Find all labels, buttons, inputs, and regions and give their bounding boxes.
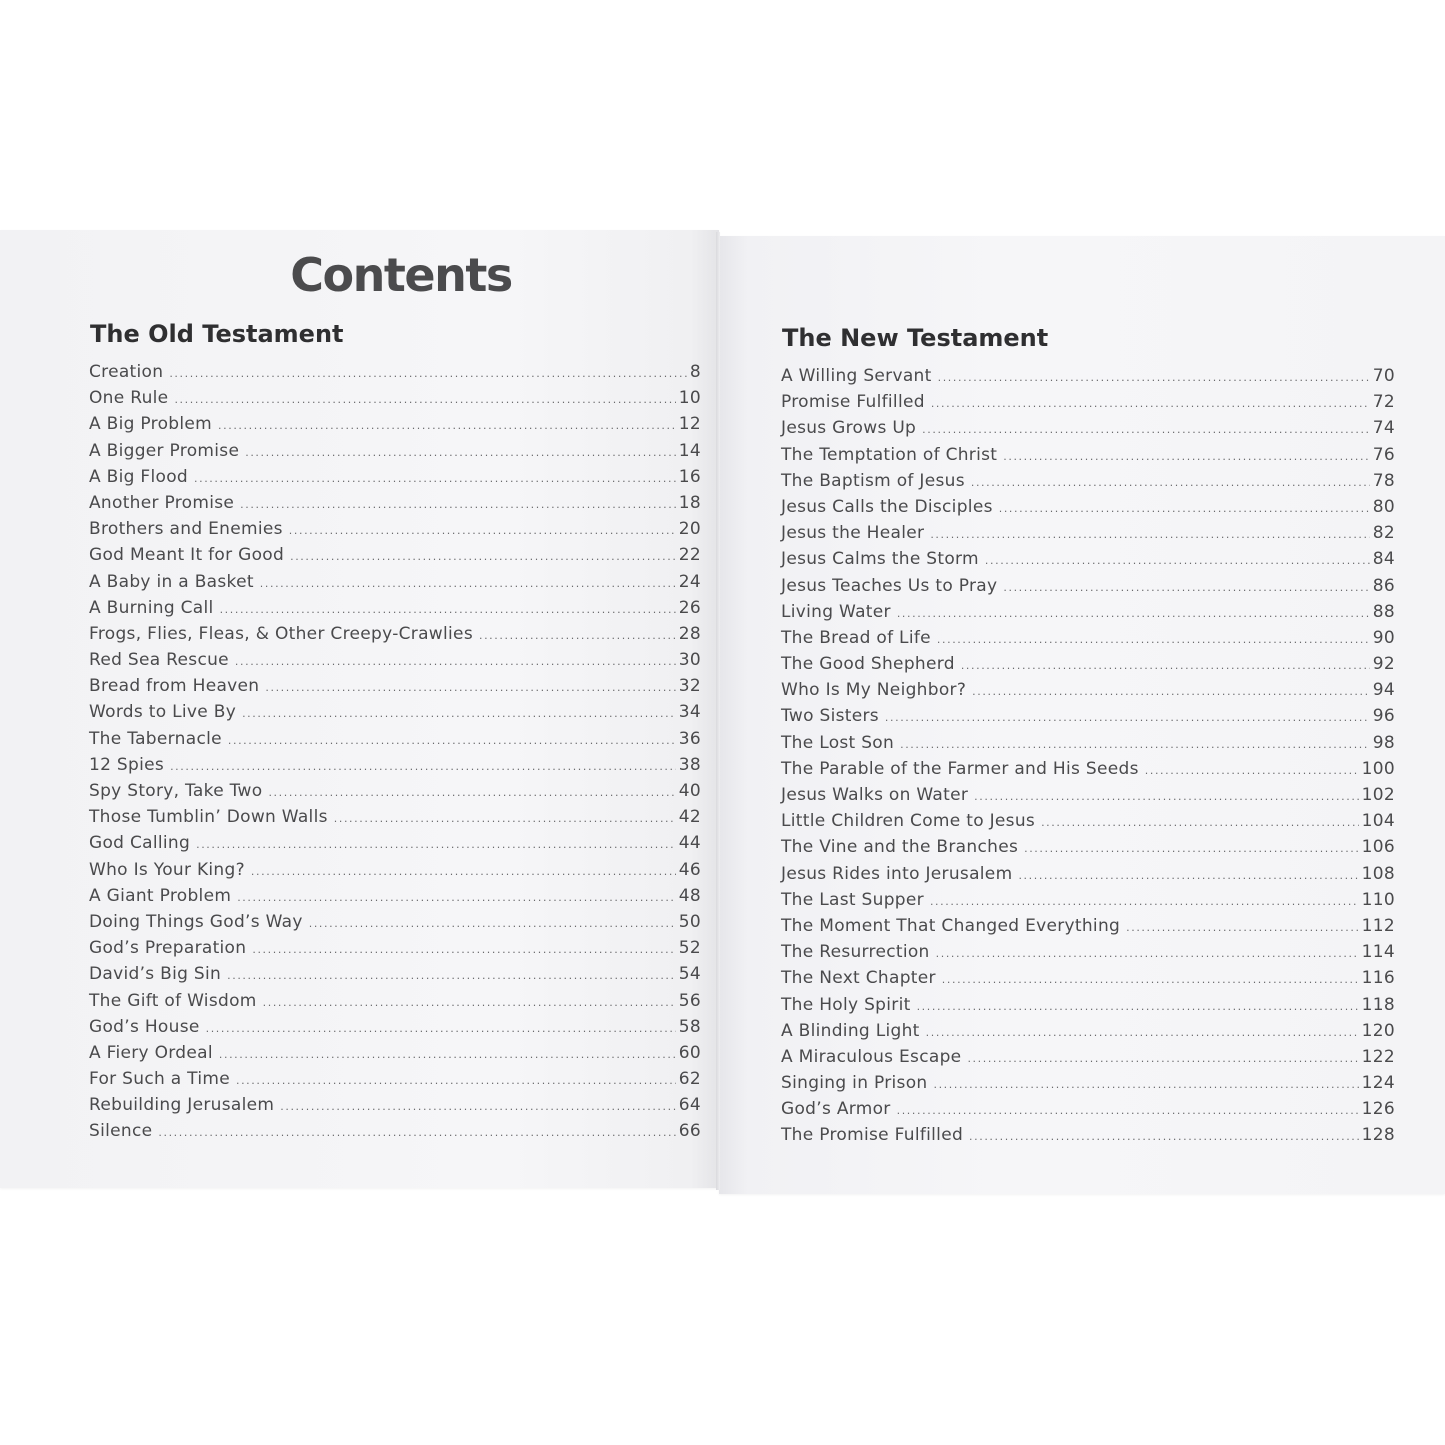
toc-dot-leader: [289, 524, 676, 537]
toc-entry-title: A Fiery Ordeal: [89, 1042, 213, 1063]
toc-entry-title: A Big Flood: [89, 466, 189, 487]
toc-entry-page-number: 80: [1372, 496, 1395, 517]
toc-entry-title: The Temptation of Christ: [781, 444, 998, 465]
toc-entry: [89, 388, 701, 414]
toc-entry-page-number: 18: [678, 492, 701, 513]
toc-entry-title: The Next Chapter: [781, 968, 936, 989]
toc-entry: [781, 1073, 1395, 1099]
toc-entry: [89, 702, 701, 728]
toc-entry-page-number: 60: [678, 1042, 701, 1063]
toc-entry-title: The Moment That Changed Everything: [781, 915, 1121, 936]
toc-entry: [781, 654, 1395, 680]
toc-dot-leader: [240, 498, 676, 511]
toc-entry-title: The Promise Fulfilled: [781, 1125, 964, 1146]
toc-dot-leader: [170, 760, 676, 773]
toc-entry-page-number: 32: [678, 676, 701, 697]
toc-entry-title: A Blinding Light: [781, 1020, 920, 1041]
toc-dot-leader: [917, 1000, 1359, 1013]
toc-entry-page-number: 42: [678, 807, 701, 828]
toc-dot-leader: [220, 603, 676, 616]
toc-entry-title: Brothers and Enemies: [89, 519, 283, 540]
toc-entry-title: A Burning Call: [89, 597, 214, 618]
toc-dot-leader: [931, 397, 1370, 410]
toc-entry: [781, 968, 1395, 994]
toc-entry: [781, 1021, 1395, 1047]
toc-entry-page-number: 8: [689, 362, 701, 382]
book-spread: [0, 232, 1445, 1190]
toc-entry-title: Those Tumblin’ Down Walls: [89, 807, 328, 828]
toc-entry: [89, 886, 701, 912]
toc-entry-page-number: 96: [1372, 706, 1395, 727]
toc-dot-leader: [260, 577, 676, 590]
toc-entry-page-number: 52: [678, 938, 701, 959]
toc-entry-page-number: 62: [678, 1069, 701, 1090]
toc-dot-leader: [265, 681, 675, 694]
toc-entry-page-number: 126: [1361, 1099, 1395, 1120]
toc-entry-title: God Meant It for Good: [89, 545, 285, 566]
toc-entry-page-number: 30: [678, 650, 701, 671]
right-page: [719, 236, 1445, 1194]
toc-dot-leader: [938, 371, 1370, 384]
toc-dot-leader: [937, 633, 1370, 646]
toc-entry-page-number: 118: [1361, 994, 1395, 1015]
toc-entry-title: The Bread of Life: [781, 627, 931, 648]
toc-entry-page-number: 56: [678, 990, 701, 1011]
toc-entry-page-number: 106: [1361, 837, 1395, 858]
toc-entry-page-number: 124: [1361, 1073, 1395, 1094]
toc-entry: [89, 624, 701, 650]
toc-entry-title: Spy Story, Take Two: [89, 781, 263, 801]
toc-entry: [781, 916, 1395, 942]
toc-entry-title: Little Children Come to Jesus: [781, 811, 1036, 832]
toc-entry-title: A Bigger Promise: [89, 440, 240, 461]
toc-entry-page-number: 108: [1361, 863, 1395, 884]
toc-dot-leader: [985, 554, 1370, 567]
toc-entry-title: One Rule: [89, 388, 169, 409]
toc-dot-leader: [930, 528, 1369, 541]
toc-entry: [781, 549, 1395, 575]
toc-entry-title: The Gift of Wisdom: [89, 990, 257, 1011]
toc-dot-leader: [479, 629, 676, 642]
toc-entry-title: Two Sisters: [781, 706, 879, 727]
toc-entry-title: Frogs, Flies, Fleas, & Other Creepy-Crawlies: [89, 623, 473, 644]
toc-entry: [781, 497, 1395, 523]
toc-entry-page-number: 34: [678, 702, 701, 723]
toc-entry-page-number: 104: [1361, 811, 1395, 832]
toc-entry: [89, 912, 701, 938]
toc-entry: [781, 680, 1395, 706]
toc-entry-page-number: 78: [1372, 470, 1395, 491]
toc-entry: [781, 706, 1395, 732]
toc-entry-title: The Vine and the Branches: [781, 837, 1019, 858]
toc-entry-page-number: 122: [1361, 1046, 1395, 1067]
toc-entry: [89, 1121, 701, 1147]
toc-entry: [781, 1099, 1395, 1125]
toc-dot-leader: [252, 943, 675, 956]
toc-entry: [89, 860, 701, 886]
toc-dot-leader: [158, 1126, 675, 1139]
toc-entry-page-number: 98: [1372, 732, 1395, 753]
toc-entry-title: The Baptism of Jesus: [781, 470, 965, 491]
toc-entry-title: Promise Fulfilled: [781, 392, 925, 413]
toc-dot-leader: [974, 790, 1358, 803]
toc-entry-title: The Tabernacle: [89, 728, 222, 749]
toc-entry-title: Who Is Your King?: [89, 859, 245, 880]
toc-entry-title: Jesus Walks on Water: [781, 785, 969, 805]
toc-entry-page-number: 100: [1361, 758, 1395, 779]
toc-entry: [89, 1095, 701, 1121]
toc-entry-page-number: 86: [1372, 575, 1395, 596]
toc-entry: [89, 467, 701, 493]
toc-dot-leader: [218, 419, 676, 432]
toc-entry-page-number: 28: [678, 623, 701, 644]
toc-dot-leader: [169, 367, 687, 380]
toc-entry-page-number: 70: [1372, 366, 1395, 386]
toc-dot-leader: [237, 891, 676, 904]
toc-dot-leader: [236, 1074, 676, 1087]
toc-entry-page-number: 102: [1361, 785, 1395, 805]
toc-dot-leader: [930, 895, 1359, 908]
toc-entry-page-number: 54: [678, 964, 701, 985]
toc-dot-leader: [263, 996, 676, 1009]
toc-entry-title: Bread from Heaven: [89, 676, 260, 697]
toc-entry-page-number: 12: [678, 414, 701, 435]
toc-entry: [89, 362, 701, 388]
toc-entry: [89, 1043, 701, 1069]
toc-entry-page-number: 14: [678, 440, 701, 461]
new-testament-heading: The New Testament: [782, 324, 1049, 352]
toc-dot-leader: [972, 685, 1370, 698]
toc-dot-leader: [1003, 450, 1370, 463]
toc-entry: [89, 1017, 701, 1043]
toc-dot-leader: [251, 865, 676, 878]
toc-entry-page-number: 58: [678, 1016, 701, 1037]
contents-title: Contents: [290, 248, 512, 302]
toc-entry: [781, 1125, 1395, 1151]
toc-dot-leader: [280, 1100, 676, 1113]
toc-entry: [89, 807, 701, 833]
toc-entry-title: Singing in Prison: [781, 1073, 928, 1094]
toc-entry: [781, 1047, 1395, 1073]
toc-entry-page-number: 88: [1372, 601, 1395, 622]
toc-entry-title: Jesus the Healer: [781, 523, 925, 544]
toc-entry-title: Doing Things God’s Way: [89, 911, 303, 932]
toc-dot-leader: [942, 973, 1359, 986]
toc-entry: [89, 755, 701, 781]
toc-dot-leader: [1024, 842, 1359, 855]
toc-entry-title: Jesus Teaches Us to Pray: [781, 575, 998, 596]
toc-entry: [89, 781, 701, 807]
toc-entry-title: The Lost Son: [781, 732, 895, 753]
toc-entry-page-number: 66: [678, 1121, 701, 1142]
page-gutter: [716, 232, 720, 1190]
toc-entry: [781, 445, 1395, 471]
toc-entry-title: Jesus Grows Up: [781, 418, 917, 439]
toc-entry-page-number: 10: [678, 388, 701, 409]
toc-dot-leader: [227, 969, 676, 982]
toc-entry: [781, 392, 1395, 418]
toc-entry-page-number: 26: [678, 597, 701, 618]
old-testament-toc: [89, 362, 701, 1148]
toc-entry-page-number: 50: [678, 911, 701, 932]
toc-entry-title: Jesus Calls the Disciples: [781, 496, 993, 517]
toc-entry-page-number: 116: [1361, 968, 1395, 989]
toc-dot-leader: [936, 947, 1359, 960]
toc-dot-leader: [1126, 921, 1359, 934]
toc-dot-leader: [933, 1078, 1358, 1091]
toc-entry-page-number: 82: [1372, 523, 1395, 544]
toc-entry-page-number: 128: [1361, 1125, 1395, 1146]
toc-entry-page-number: 114: [1361, 942, 1395, 963]
toc-entry-title: The Holy Spirit: [781, 994, 911, 1015]
toc-dot-leader: [922, 423, 1370, 436]
toc-entry-page-number: 92: [1372, 654, 1395, 675]
toc-entry-title: God’s House: [89, 1016, 200, 1037]
toc-entry-page-number: 120: [1361, 1020, 1395, 1041]
toc-entry: [89, 1069, 701, 1095]
toc-entry-title: Another Promise: [89, 492, 235, 513]
toc-entry: [781, 942, 1395, 968]
toc-entry: [781, 837, 1395, 863]
toc-entry-page-number: 64: [678, 1095, 701, 1116]
toc-entry: [89, 598, 701, 624]
toc-dot-leader: [174, 393, 675, 406]
toc-entry-title: God’s Preparation: [89, 938, 247, 959]
toc-entry-title: A Giant Problem: [89, 885, 232, 906]
toc-entry-title: God’s Armor: [781, 1099, 891, 1120]
toc-entry-page-number: 38: [678, 754, 701, 775]
toc-entry: [89, 964, 701, 990]
toc-entry: [89, 572, 701, 598]
old-testament-heading: The Old Testament: [90, 320, 344, 348]
toc-dot-leader: [926, 1026, 1359, 1039]
toc-dot-leader: [1041, 816, 1359, 829]
toc-entry: [89, 833, 701, 859]
toc-entry-page-number: 44: [678, 833, 701, 854]
toc-entry: [89, 938, 701, 964]
toc-entry: [89, 545, 701, 571]
toc-entry-page-number: 48: [678, 885, 701, 906]
toc-entry: [89, 676, 701, 702]
toc-entry-page-number: 112: [1361, 915, 1395, 936]
toc-entry: [781, 864, 1395, 890]
toc-entry: [781, 995, 1395, 1021]
toc-dot-leader: [999, 502, 1370, 515]
toc-entry-page-number: 76: [1372, 444, 1395, 465]
toc-entry-page-number: 72: [1372, 392, 1395, 413]
toc-dot-leader: [1145, 764, 1359, 777]
toc-entry: [781, 733, 1395, 759]
toc-dot-leader: [219, 1048, 676, 1061]
toc-dot-leader: [1003, 581, 1369, 594]
toc-entry-title: Jesus Calms the Storm: [781, 549, 979, 570]
toc-entry-page-number: 110: [1361, 889, 1395, 910]
toc-entry-title: The Last Supper: [781, 889, 924, 910]
toc-entry-page-number: 90: [1372, 627, 1395, 648]
toc-entry-title: Red Sea Rescue: [89, 650, 229, 671]
toc-entry: [781, 418, 1395, 444]
toc-entry-title: Living Water: [781, 601, 891, 622]
toc-entry-title: The Resurrection: [781, 942, 930, 963]
toc-entry-title: A Big Problem: [89, 414, 213, 435]
toc-dot-leader: [885, 711, 1370, 724]
toc-entry-title: God Calling: [89, 833, 191, 854]
toc-entry: [781, 471, 1395, 497]
toc-entry: [89, 991, 701, 1017]
toc-dot-leader: [969, 1130, 1359, 1143]
toc-entry-page-number: 94: [1372, 680, 1395, 701]
toc-entry: [781, 890, 1395, 916]
toc-entry-title: A Baby in a Basket: [89, 571, 254, 592]
toc-entry-title: A Willing Servant: [781, 366, 932, 386]
toc-dot-leader: [228, 734, 676, 747]
toc-entry: [89, 414, 701, 440]
toc-dot-leader: [897, 607, 1370, 620]
toc-entry-title: 12 Spies: [89, 754, 165, 775]
toc-dot-leader: [206, 1022, 676, 1035]
toc-dot-leader: [334, 812, 676, 825]
toc-entry: [781, 602, 1395, 628]
toc-dot-leader: [242, 707, 676, 720]
toc-dot-leader: [897, 1104, 1359, 1117]
toc-entry: [781, 785, 1395, 811]
toc-entry: [89, 493, 701, 519]
toc-entry: [781, 811, 1395, 837]
toc-entry-title: Silence: [89, 1121, 153, 1142]
toc-dot-leader: [971, 476, 1370, 489]
toc-entry-title: For Such a Time: [89, 1069, 230, 1090]
toc-entry: [781, 523, 1395, 549]
toc-dot-leader: [967, 1052, 1358, 1065]
toc-dot-leader: [900, 738, 1370, 751]
toc-dot-leader: [290, 550, 676, 563]
toc-dot-leader: [1018, 869, 1358, 882]
toc-entry-title: Words to Live By: [89, 702, 237, 723]
toc-entry-page-number: 24: [678, 571, 701, 592]
toc-dot-leader: [235, 655, 676, 668]
toc-entry-title: The Parable of the Farmer and His Seeds: [781, 758, 1139, 779]
toc-entry-page-number: 74: [1372, 418, 1395, 439]
toc-entry: [89, 729, 701, 755]
toc-entry-title: The Good Shepherd: [781, 654, 955, 675]
toc-entry: [781, 628, 1395, 654]
toc-entry-page-number: 16: [678, 466, 701, 487]
toc-dot-leader: [194, 472, 676, 485]
toc-entry: [89, 519, 701, 545]
new-testament-toc: [781, 366, 1395, 1152]
toc-entry-title: A Miraculous Escape: [781, 1046, 962, 1067]
toc-dot-leader: [268, 786, 675, 799]
toc-dot-leader: [196, 838, 676, 851]
toc-entry-title: Creation: [89, 362, 164, 382]
toc-entry-title: Jesus Rides into Jerusalem: [781, 863, 1013, 884]
left-page: [0, 230, 719, 1188]
toc-dot-leader: [961, 659, 1370, 672]
toc-entry-page-number: 20: [678, 519, 701, 540]
toc-entry-title: Rebuilding Jerusalem: [89, 1095, 275, 1116]
toc-entry-page-number: 40: [678, 781, 701, 801]
toc-entry-title: David’s Big Sin: [89, 964, 222, 985]
toc-entry: [781, 576, 1395, 602]
toc-entry-page-number: 84: [1372, 549, 1395, 570]
toc-entry-page-number: 46: [678, 859, 701, 880]
toc-dot-leader: [245, 446, 676, 459]
toc-entry: [781, 366, 1395, 392]
toc-entry: [781, 759, 1395, 785]
toc-entry-page-number: 22: [678, 545, 701, 566]
toc-dot-leader: [309, 917, 676, 930]
toc-entry-page-number: 36: [678, 728, 701, 749]
toc-entry: [89, 650, 701, 676]
toc-entry: [89, 441, 701, 467]
toc-entry-title: Who Is My Neighbor?: [781, 680, 967, 701]
